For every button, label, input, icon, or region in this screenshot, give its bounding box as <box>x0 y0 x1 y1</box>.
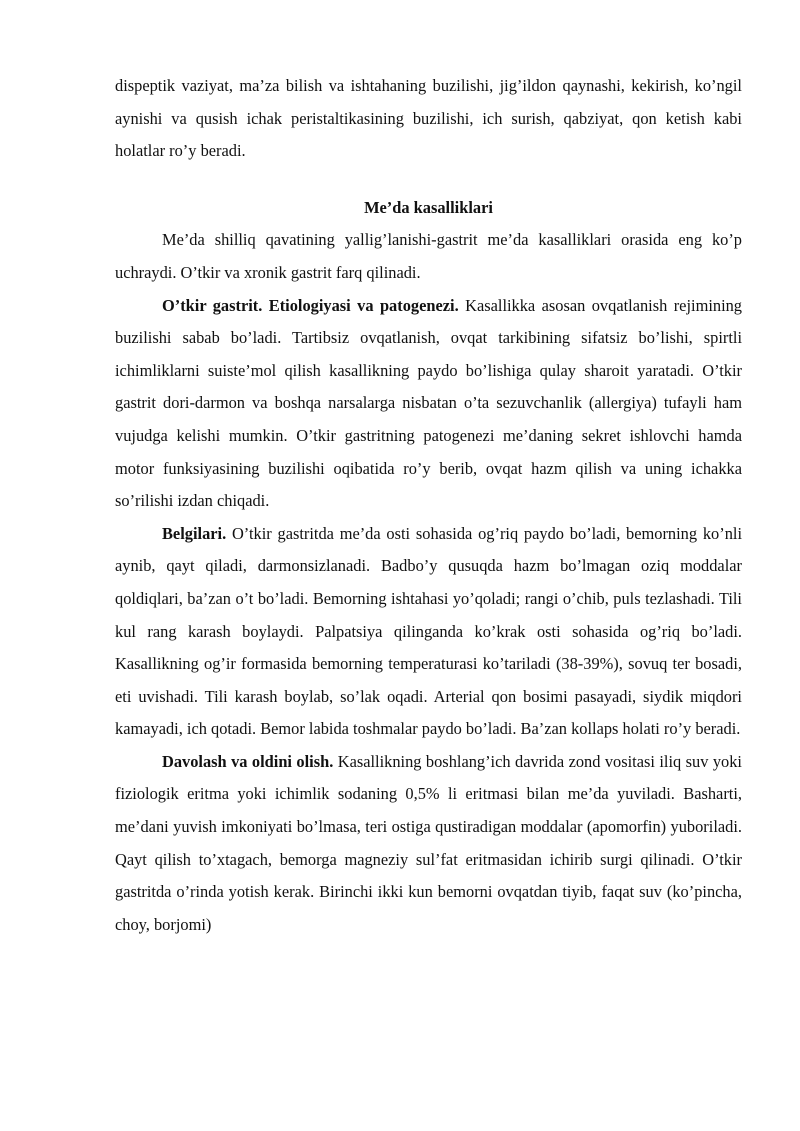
symptoms-paragraph <box>115 518 742 746</box>
document-page <box>115 70 742 941</box>
treatment-text: Kasallikning boshlang’ich davrida zond vositasi iliq suv yoki fiziologik eritma yoki ichimlik sodaning 0,5% li eritmasi bilan me’da yuviladi. Basharti, me’dani yuvish imkoniyati bo’lmasa, teri ostiga qustiradigan moddalar (apomorfin) yuboriladi. Qayt qilish to’xtagach, bemorga magneziy sul’fat eritmasidan ichirib surgi qilinadi. O’tkir gastritda o’rinda yotish kerak. Birinchi ikki kun bemorni ovqatdan tiyib, faqat suv (ko’pincha, choy, borjomi) <box>115 751 742 934</box>
treatment-title: Davolash va oldini olish. <box>162 751 334 771</box>
symptoms-title: Belgilari. <box>162 523 227 543</box>
gastritis-intro-paragraph: Me’da shilliq qavatining yallig’lanishi-gastrit me’da kasalliklari orasida eng ko’p uchraydi. O’tkir va xronik gastrit farq qilinadi. <box>115 230 742 282</box>
etiology-text: Kasallikka asosan ovqatlanish rejimining buzilishi sabab bo’ladi. Tartibsiz ovqatlanish, ovqat tarkibining sifatsiz bo’lishi, spirtli ichimliklarni suiste’mol qilish kasallikning paydo bo’lishiga qulay sharoit yaratadi. O’tkir gastrit dori-darmon va boshqa narsalarga nisbatan o’ta sezuvchanlik (allergiya) tufayli ham vujudga kelishi mumkin. O’tkir gastritning patogenezi me’daning sekret ishlovchi hamda motor funksiyasining buzilishi oqibatida ro’y berib, ovqat hazm qilish va uning ichakka so’rilishi izdan chiqadi. <box>115 295 743 511</box>
treatment-paragraph <box>115 746 742 942</box>
intro-paragraph: dispeptik vaziyat, ma’za bilish va ishtahaning buzilishi, jig’ildon qaynashi, kekirish, ko’ngil aynishi va qusish ichak peristaltikasining buzilishi, ich surish, qabziyat, qon ketish kabi holatlar ro’y beradi. <box>115 76 742 161</box>
etiology-paragraph <box>115 290 742 518</box>
symptoms-text: O’tkir gastritda me’da osti sohasida og’riq paydo bo’ladi, bemorning ko’nli aynib, qayt qiladi, darmonsizlanadi. Badbo’y qusuqda hazm bo’lmagan oziq moddalar qoldiqlari, ba’zan o’t bo’ladi. Bemorning ishtahasi yo’qoladi; rangi o’chib, puls tezlashadi. Tili kul rang karash boylaydi. Palpatsiya qilinganda ko’krak osti sohasida og’riq bo’ladi. Kasallikning og’ir formasida bemorning temperaturasi ko’tariladi (38-39%), sovuq ter bosadi, eti uvishadi. Tili karash boylab, so’lak oqadi. Arterial qon bosimi pasayadi, siydik miqdori kamayadi, ich qotadi. Bemor labida toshmalar paydo bo’ladi. Ba’zan kollaps holati ro’y beradi. <box>115 523 742 739</box>
etiology-title: O’tkir gastrit. Etiologiyasi va patogenezi. <box>162 295 459 315</box>
section-heading: Me’da kasalliklari <box>364 197 493 217</box>
